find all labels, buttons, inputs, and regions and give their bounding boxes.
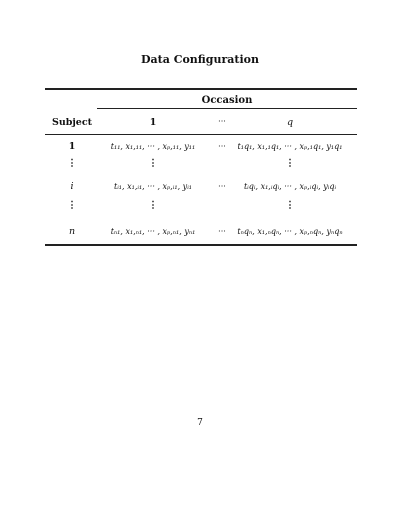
row-i-occasion-1-cell: tᵢ₁, x₁,ᵢ₁, ··· , xₚ,ᵢ₁, yᵢ₁ [113, 182, 193, 191]
table-top-rule [45, 88, 357, 90]
page-number: 7 [197, 418, 203, 428]
occasion-ellipsis-header: ··· [218, 117, 226, 126]
occasion-q-header: q [286, 117, 294, 128]
row-i-occasion-q-cell: tᵢqᵢ, x₁,ᵢqᵢ, ··· , xₚ,ᵢqᵢ, yᵢqᵢ [243, 182, 337, 191]
figure-title: Data Configuration [141, 53, 259, 66]
occasion-spanner-header: Occasion [201, 95, 253, 106]
row-n-occasion-1-cell: tₙ₁, x₁,ₙ₁, ··· , xₚ,ₙ₁, yₙ₁ [110, 227, 196, 236]
table-bottom-rule [45, 244, 357, 246]
row-subject-1: 1 [68, 141, 76, 152]
subject-column-header: Subject [51, 117, 93, 128]
row-1-occasion-q-cell: t₁q₁, x₁,₁q₁, ··· , xₚ,₁q₁, y₁q₁ [237, 142, 343, 151]
occasion-1-header: 1 [149, 117, 157, 128]
row-n-ellipsis: ··· [218, 227, 226, 236]
row-vdots-subject-2: ⋮ [67, 200, 77, 211]
row-n-occasion-q-cell: tₙqₙ, x₁,ₙqₙ, ··· , xₚ,ₙqₙ, yₙqₙ [237, 227, 343, 236]
row-vdots-occasion-q: ⋮ [285, 158, 295, 169]
row-1-occasion-1-cell: t₁₁, x₁,₁₁, ··· , xₚ,₁₁, y₁₁ [110, 142, 196, 151]
row-1-ellipsis: ··· [218, 142, 226, 151]
row-subject-n: n [68, 226, 76, 237]
spanner-rule [97, 108, 357, 109]
row-vdots-occasion-1-2: ⋮ [148, 200, 158, 211]
row-subject-i: i [70, 181, 74, 192]
row-vdots-occasion-1: ⋮ [148, 158, 158, 169]
row-i-ellipsis: ··· [218, 182, 226, 191]
row-vdots-subject: ⋮ [67, 158, 77, 169]
table-header-rule [45, 134, 357, 135]
row-vdots-occasion-q-2: ⋮ [285, 200, 295, 211]
